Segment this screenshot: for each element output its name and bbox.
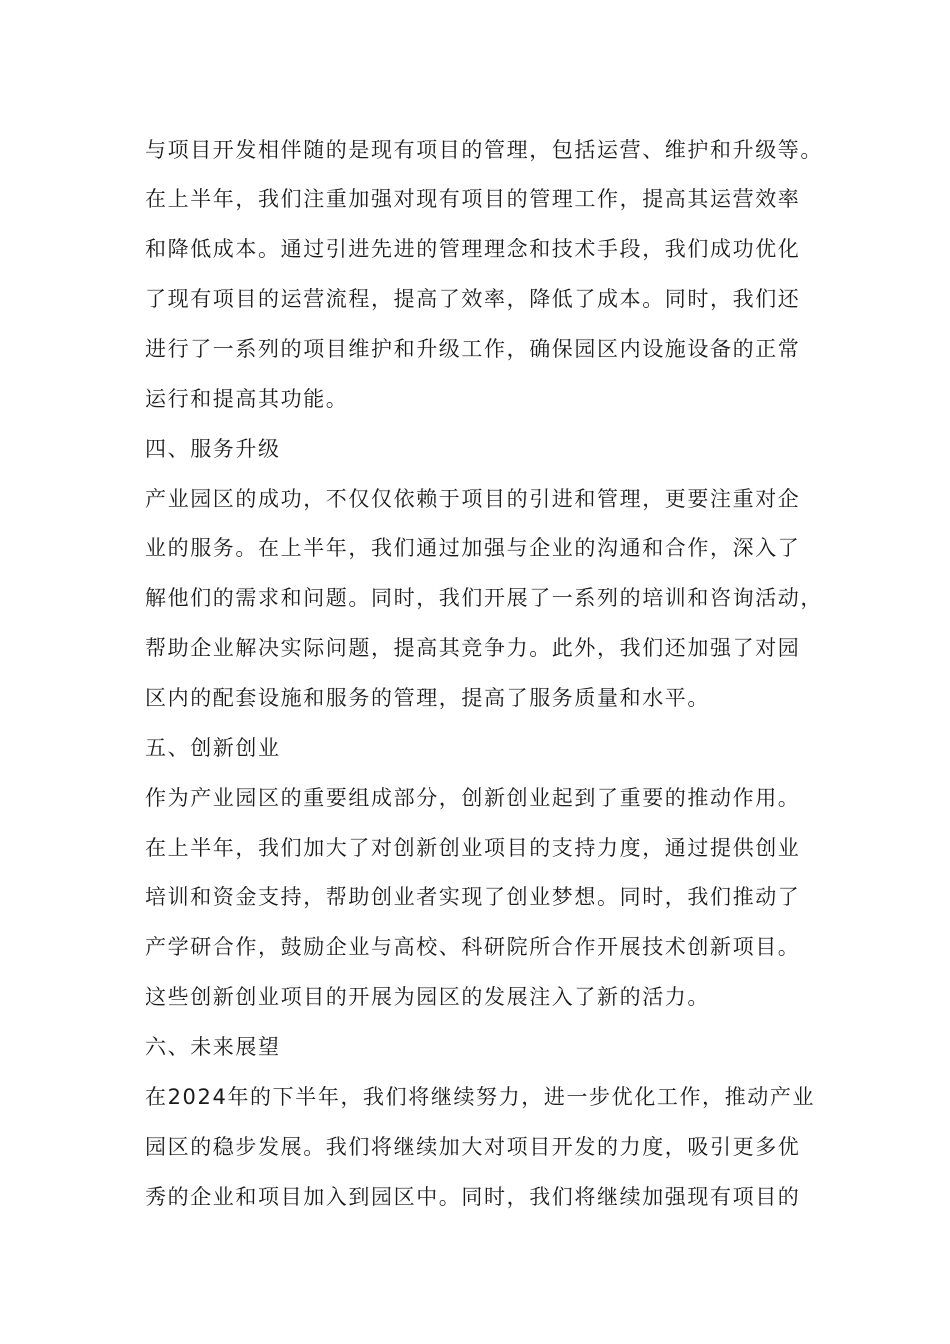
text-line-15: 在上半年，我们加大了对创新创业项目的支持力度，通过提供创业 [145, 836, 801, 860]
text-line-8: 产业园区的成功，不仅仅依赖于项目的引进和管理，更要注重对企 [145, 487, 801, 511]
section-heading-5: 五、创新创业 [145, 736, 281, 760]
text-line-16: 培训和资金支持，帮助创业者实现了创业梦想。同时，我们推动了 [145, 885, 801, 909]
text-line-10: 解他们的需求和问题。同时，我们开展了一系列的培训和咨询活动， [145, 586, 823, 610]
text-line-21: 园区的稳步发展。我们将继续加大对项目开发的力度，吸引更多优 [145, 1135, 801, 1159]
text-line-5: 进行了一系列的项目维护和升级工作，确保园区内设施设备的正常 [145, 337, 801, 361]
text-line-14: 作为产业园区的重要组成部分，创新创业起到了重要的推动作用。 [145, 786, 801, 810]
text-line-6: 运行和提高其功能。 [145, 387, 349, 411]
text-line-1: 与项目开发相伴随的是现有项目的管理，包括运营、维护和升级等。 [145, 138, 823, 162]
text-line-9: 业的服务。在上半年，我们通过加强与企业的沟通和合作，深入了 [145, 536, 801, 560]
text-line-11: 帮助企业解决实际问题，提高其竞争力。此外，我们还加强了对园 [145, 636, 801, 660]
text-line-20: 在2024年的下半年，我们将继续努力，进一步优化工作，推动产业 [145, 1085, 816, 1109]
text-line-2: 在上半年，我们注重加强对现有项目的管理工作，提高其运营效率 [145, 187, 801, 211]
section-heading-4: 四、服务升级 [145, 437, 281, 461]
text-line-22: 秀的企业和项目加入到园区中。同时，我们将继续加强现有项目的 [145, 1185, 801, 1209]
text-line-4: 了现有项目的运营流程，提高了效率，降低了成本。同时，我们还 [145, 287, 801, 311]
text-line-3: 和降低成本。通过引进先进的管理理念和技术手段，我们成功优化 [145, 237, 801, 261]
text-line-12: 区内的配套设施和服务的管理，提高了服务质量和水平。 [145, 686, 710, 710]
text-line-18: 这些创新创业项目的开展为园区的发展注入了新的活力。 [145, 985, 710, 1009]
section-heading-6: 六、未来展望 [145, 1035, 281, 1059]
text-line-17: 产学研合作，鼓励企业与高校、科研院所合作开展技术创新项目。 [145, 935, 801, 959]
